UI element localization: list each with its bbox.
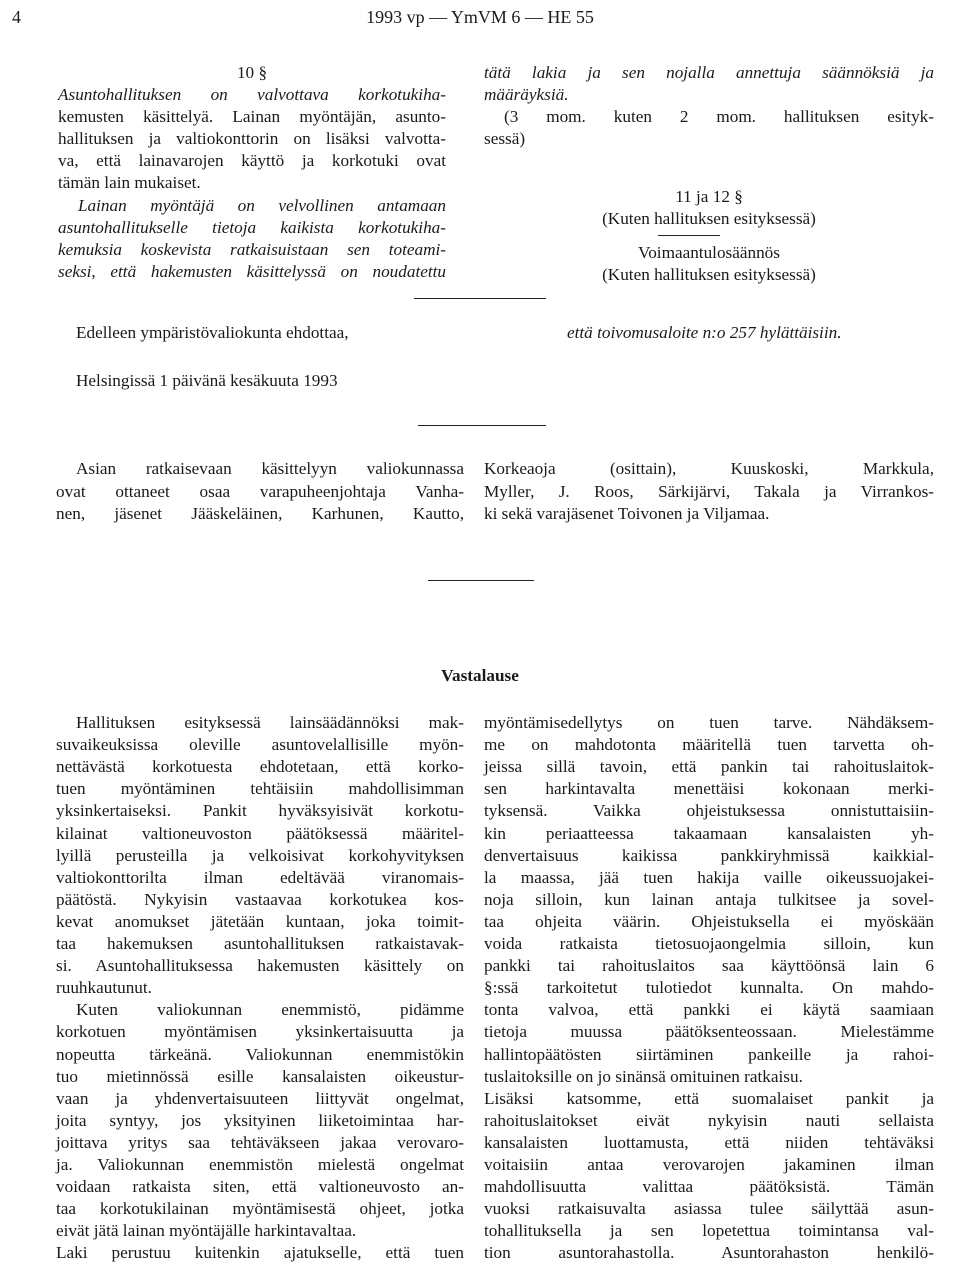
text-line: tion asuntorahastolla. Asuntorahaston henkilö- (484, 1243, 934, 1263)
page-number: 4 (12, 7, 21, 27)
text-line: tätä lakia ja sen nojalla annettuja säännöksiä ja (484, 63, 934, 82)
text-line: Myller, J. Roos, Särkijärvi, Takala ja Virrankos- (484, 481, 934, 501)
text-line: Lainan myöntäjä on velvollinen antamaan (78, 195, 446, 215)
text-line: voida ratkaista tietosuojaongelmia silloin, kun (484, 934, 934, 953)
text-line: joita syntyy, jos yksityinen liiketoimintaa har- (56, 1110, 464, 1130)
proposal-statement: Edelleen ympäristövaliokunta ehdottaa, (76, 323, 349, 342)
text-line: ovat ottaneet osaa varapuheenjohtaja Vanha- (56, 481, 464, 501)
text-line: voitaisiin antaa verovarojen jakaminen ilman (484, 1155, 934, 1174)
text-line: päätöstä. Nykyisin vastaavaa korkotukea kos- (56, 889, 464, 909)
text-line: kin periaatteessa takaamaan kansalaisten yh- (484, 823, 934, 843)
text-line: nopeutta tärkeänä. Valiokunnan enemmistökin (56, 1044, 464, 1064)
text-line: rahoituslaitokset eivät nykyisin nauti sellaista (484, 1110, 934, 1130)
entry-into-force-heading: Voimaantulosäännös (638, 243, 780, 262)
text-line: ruuhkautunut. (56, 978, 152, 998)
place-date: Helsingissä 1 päivänä kesäkuuta 1993 (76, 371, 338, 390)
running-header: 1993 vp — YmVM 6 — HE 55 (366, 7, 594, 27)
text-line: tietoja muussa päätöksenteossaan. Mielestämme (484, 1022, 934, 1042)
section-11-12-heading: 11 ja 12 § (675, 187, 743, 206)
entry-into-force-note: (Kuten hallituksen esityksessä) (602, 265, 816, 284)
text-line: tuen myöntäminen tehtäisiin mahdollisimman (56, 779, 464, 799)
text-line: (3 mom. kuten 2 mom. hallituksen esityk- (504, 107, 934, 126)
text-line: suvaikeuksissa oleville asuntovelallisille myön- (56, 735, 464, 755)
text-line: sessä) (484, 129, 526, 148)
text-line: jeissa sillä tavoin, että pankin tai rahoituslaitok- (484, 757, 934, 777)
section-11-12-note: (Kuten hallituksen esityksessä) (602, 209, 816, 228)
text-line: la maassa, jää tuen hakija vaille oikeussuojakei- (484, 867, 934, 887)
text-line: nen, jäsenet Jääskeläinen, Karhunen, Kautto, (56, 504, 464, 523)
text-line: denvertaisuus kaikissa pankkiryhmissä kaikkial- (484, 845, 934, 865)
text-line: Asian ratkaisevaan käsittelyyn valiokunnassa (76, 459, 464, 478)
short-divider (658, 235, 720, 236)
text-line: Asuntohallituksen on valvottava korkotukiha- (58, 85, 446, 104)
text-line: voidaan ratkaista siten, että valtioneuvosto an- (56, 1177, 464, 1197)
text-line: nettävästä korkotuesta ehdotetaan, että korko- (56, 757, 464, 777)
text-line: määräyksiä. (484, 85, 569, 104)
text-line: tohallituksella ja sen lopetettua toimintansa val- (484, 1221, 934, 1241)
section-10-heading: 10 § (236, 63, 268, 82)
signature-divider (418, 425, 546, 426)
text-line: asuntohallitukselle tietoja kaikista korkotukiha- (58, 217, 446, 237)
text-line: eivät jätä lainan myöntäjälle harkintavaltaa. (56, 1221, 357, 1241)
text-line: Kuten valiokunnan enemmistö, pidämme (76, 1000, 464, 1020)
text-line: vuoksi ratkaisuvalta asiassa tulee säilyttää asun- (484, 1199, 934, 1219)
text-line: Laki perustuu kuitenkin ajatukselle, että tuen (56, 1243, 464, 1263)
text-line: taa korkotukilainan myöntämisestä ohjeet, jotka (56, 1199, 464, 1219)
text-line: tuslaitoksille on jo sinänsä omituinen ratkaisu. (484, 1066, 803, 1086)
text-line: si. Asuntohallituksessa hakemusten käsittely on (56, 956, 464, 976)
text-line: tonta valvoa, että pankki ei käytä saamiaan (484, 1000, 934, 1020)
proposal-decision: että toivomusaloite n:o 257 hylättäisiin. (567, 323, 842, 342)
text-line: myöntämisedellytys on tuen tarve. Nähdäksem- (484, 713, 934, 732)
text-line: vaan ja yhdenvertaisuuteen liittyvät ongelmat, (56, 1088, 464, 1108)
text-line: va, että lainavarojen käyttö ja korkotuki ovat (58, 151, 446, 171)
text-line: ki sekä varajäsenet Toivonen ja Viljamaa. (484, 504, 770, 523)
text-line: kansalaisten luottamusta, että niiden tehtäväksi (484, 1132, 934, 1152)
text-line: kevat anomukset jätetään kuntaan, joka toimit- (56, 911, 464, 931)
text-line: mahdollisuutta valittaa päätöksistä. Tämän (484, 1177, 934, 1197)
text-line: taa ohjeita väärin. Ohjeistuksella ei myöskään (484, 911, 934, 931)
text-line: pankki tai rahoituslaitos saa käyttöönsä lain 6 (484, 956, 934, 976)
text-line: tyksensä. Vaikka ohjeistuksessa onnistuttaisiin- (484, 801, 934, 821)
text-line: ja. Valiokunnan enemmistön mielestä ongelmat (56, 1155, 464, 1174)
text-line: joittava yritys saa tehtäväkseen jakaa verovaro- (56, 1132, 464, 1152)
dissent-heading: Vastalause (441, 666, 519, 685)
text-line: valtiokonttorilta ilman edeltävää viranomais- (56, 867, 464, 887)
text-line: seksi, että hakemusten käsittelyssä on noudatettu (58, 261, 446, 281)
text-line: tuo mietinnössä esille kansalaisten oikeustur- (56, 1066, 464, 1086)
text-line: Korkeaoja (osittain), Kuuskoski, Markkula, (484, 459, 934, 478)
text-line: Lisäksi katsomme, että suomalaiset pankit ja (484, 1088, 934, 1108)
text-line: kemusten käsittelyä. Lainan myöntäjän, asunto- (58, 107, 446, 127)
text-line: korkotuen myöntämisen yksinkertaisuutta ja (56, 1022, 464, 1042)
text-line: kilainat valtioneuvoston päätöksessä määritel- (56, 823, 464, 843)
text-line: kemuksia koskevista ratkaisuistaan sen toteami- (58, 239, 446, 259)
text-line: tämän lain mukaiset. (58, 173, 201, 193)
text-line: hallintopäätösten siirtäminen pankeille ja rahoi- (484, 1044, 934, 1064)
text-line: taa hakemuksen asuntohallituksen ratkaistavak- (56, 934, 464, 953)
text-line: lyillä perusteilla ja velkoisivat korkohyvityksen (56, 845, 464, 865)
text-line: hallituksen ja valtiokonttorin on lisäksi valvotta- (58, 129, 446, 149)
text-line: me on mahdotonta määritellä tuen tarvetta oh- (484, 735, 934, 755)
text-line: yksinkertaiseksi. Pankit hyväksyisivät korkotu- (56, 801, 464, 821)
text-line: Hallituksen esityksessä lainsäädännöksi mak- (76, 713, 464, 732)
text-line: noja silloin, kun lainan antaja tulkitsee ja sovel- (484, 889, 934, 909)
text-line: §:ssä tarkoitetut tulotiedot kunnalta. On mahdo- (484, 978, 934, 998)
dissent-divider (428, 580, 534, 581)
text-line: sen harkintavalta menettäisi kokonaan merki- (484, 779, 934, 799)
section-divider (414, 298, 546, 299)
